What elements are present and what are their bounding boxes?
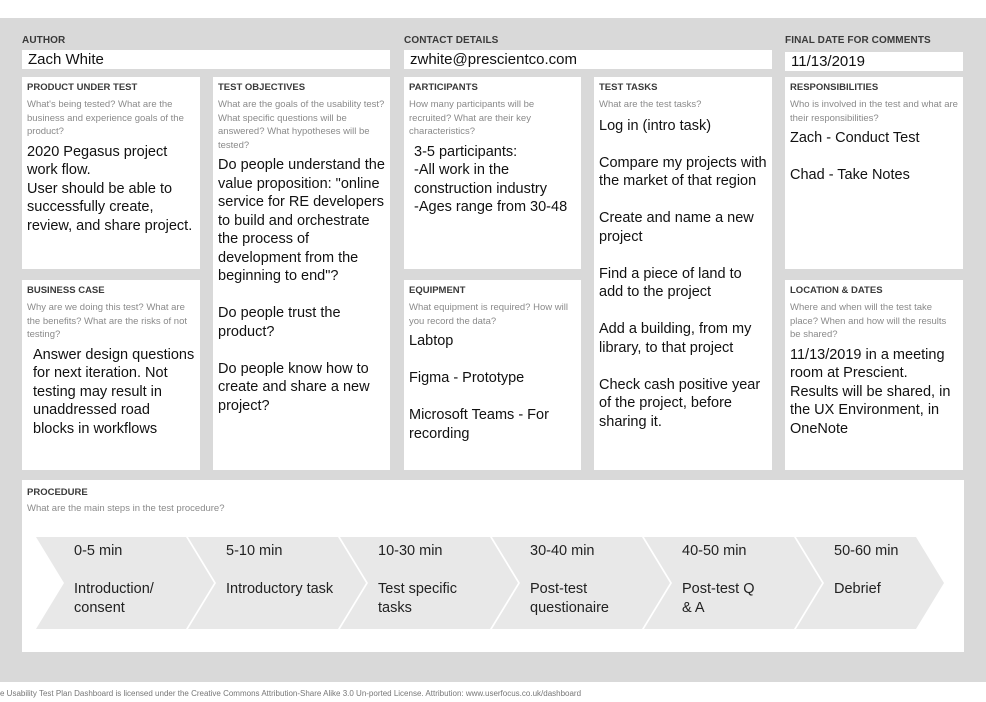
location-card (785, 280, 963, 470)
task-item: Check cash positive year of the project, before sharing it. (599, 376, 761, 430)
task-item: Log in (intro task) (599, 117, 712, 134)
step-time: 10-30 min (378, 543, 443, 559)
responsibilities-card (785, 77, 963, 269)
task-item: Add a building, from my library, to that project (599, 321, 752, 356)
responsibility-item: Chad - Take Notes (790, 167, 910, 183)
equipment-title: EQUIPMENT (409, 285, 466, 296)
objective-item: Do people trust the product? (218, 305, 341, 340)
contact-field[interactable]: zwhite@prescientco.com (404, 50, 772, 69)
step-time: 50-60 min (834, 543, 899, 559)
step-label: Post-test Q & A (682, 581, 755, 616)
product-line: 2020 Pegasus project work flow. (27, 143, 168, 178)
task-item: Find a piece of land to add to the project (599, 265, 742, 300)
responsibilities-hint: Who is involved in the test and what are their responsibilities? (790, 99, 958, 124)
tasks-title: TEST TASKS (599, 82, 658, 93)
step-time: 30-40 min (530, 543, 595, 559)
product-card (22, 77, 200, 269)
equipment-body (409, 332, 576, 443)
product-body (27, 143, 195, 236)
step-label: Introductory task (226, 581, 334, 597)
participants-hint: How many participants will be recruited? What are their key characteristics? (409, 99, 535, 137)
license-footer: e Usability Test Plan Dashboard is licensed under the Creative Commons Attribution-Share Alike 3.0 Un-ported License. Attribution: www.userfocus.co.uk/dashboard (0, 689, 582, 698)
equipment-item: Microsoft Teams - For recording (409, 407, 549, 442)
location-body: 11/13/2019 in a meeting room at Prescient. Results will be shared, in the UX Environment, in OneNote (790, 346, 951, 437)
participants-title: PARTICIPANTS (409, 82, 478, 93)
responsibility-item: Zach - Conduct Test (790, 130, 920, 146)
tasks-hint: What are the test tasks? (599, 99, 702, 110)
step-label: Introduction/ consent (74, 581, 154, 616)
participants-body (409, 143, 576, 217)
equipment-item: Labtop (409, 333, 454, 349)
participants-line: -Ages range from 30-48 (414, 199, 568, 215)
task-item: Compare my projects with the market of that region (599, 154, 767, 189)
final-date-field[interactable]: 11/13/2019 (785, 52, 963, 71)
step-label: Debrief (834, 581, 881, 597)
equipment-hint: What equipment is required? How will you record the data? (409, 302, 568, 327)
participants-line: 3-5 participants: (414, 143, 518, 160)
tasks-card (594, 77, 772, 470)
contact-label: CONTACT DETAILS (404, 35, 499, 46)
location-hint: Where and when will the test take place? When and how will the results be shared? (790, 302, 947, 340)
participants-line: -All work in the construction industry (414, 162, 547, 197)
final-date-label: FINAL DATE FOR COMMENTS (785, 35, 931, 46)
objectives-body (218, 156, 385, 415)
tasks-body (599, 117, 767, 432)
objective-item: Do people understand the value proposition: "online service for RE developers to build and orchestrate the process of development from the beginning to end"? (218, 157, 385, 284)
author-label: AUTHOR (22, 35, 66, 46)
equipment-item: Figma - Prototype (409, 370, 525, 386)
business-title: BUSINESS CASE (27, 285, 105, 296)
business-body: Answer design questions for next iteration. Not testing may result in unaddressed road blocks in workflows (33, 346, 195, 437)
objective-item: Do people know how to create and share a new project? (218, 360, 370, 414)
procedure-step (796, 537, 946, 629)
objectives-hint: What are the goals of the usability test? What specific questions will be answered? What hypotheses will be tested? (218, 99, 385, 151)
author-field[interactable]: Zach White (22, 50, 390, 69)
location-title: LOCATION & DATES (790, 285, 883, 296)
task-item: Create and name a new project (599, 210, 754, 245)
business-card (22, 280, 200, 470)
step-label: Test specific tasks (378, 581, 457, 616)
product-title: PRODUCT UNDER TEST (27, 82, 138, 93)
responsibilities-title: RESPONSIBILITIES (790, 82, 879, 93)
step-time: 0-5 min (74, 543, 123, 559)
step-time: 40-50 min (682, 543, 747, 559)
objectives-card (213, 77, 390, 470)
business-hint: Why are we doing this test? What are the benefits? What are the risks of not testing? (27, 302, 188, 340)
step-time: 5-10 min (226, 543, 283, 559)
step-label: Post-test questionaire (530, 581, 609, 616)
product-line: User should be able to successfully create, review, and share project. (27, 180, 193, 234)
equipment-card (404, 280, 581, 470)
objectives-title: TEST OBJECTIVES (218, 82, 306, 93)
procedure-title: PROCEDURE (27, 487, 88, 498)
responsibilities-body (790, 129, 958, 185)
product-hint: What's being tested? What are the business and experience goals of the product? (27, 99, 184, 137)
procedure-hint: What are the main steps in the test procedure? (27, 503, 225, 514)
participants-card (404, 77, 581, 269)
